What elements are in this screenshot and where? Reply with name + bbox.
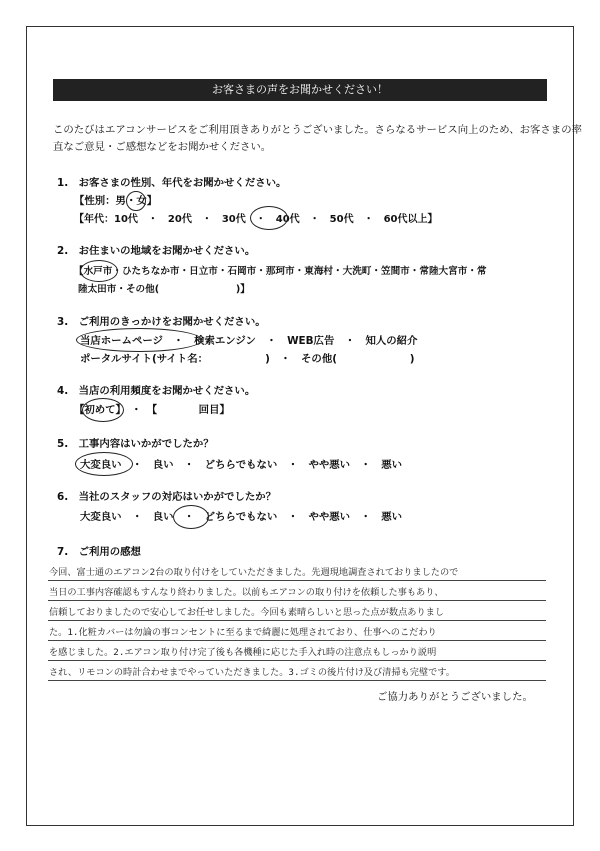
- staff-selected-circle: [173, 505, 209, 529]
- intro-line-1: このたびはエアコンサービスをご利用頂きありがとうございました。さらなるサービス向上のため、お客さまの率: [53, 124, 582, 136]
- closing-message: ご協力ありがとうございました。: [377, 691, 533, 703]
- area-selected-circle: [80, 260, 118, 282]
- q3-line-1: 当店ホームページ ・ 検索エンジン ・ WEB広告 ・ 知人の紹介: [80, 335, 418, 347]
- q6-line-1: 大変良い ・ 良い ・ どちらでもない ・ やや悪い ・ 悪い: [80, 511, 403, 523]
- q7-title: 7. ご利用の感想: [57, 546, 141, 558]
- gender-selected-circle: [126, 191, 146, 211]
- frequency-selected-circle: [82, 398, 124, 422]
- q6-title: 6. 当社のスタッフの対応はいかがでしたか？: [57, 491, 276, 503]
- comment-rule: [48, 600, 546, 601]
- work-selected-circle: [75, 452, 133, 476]
- q3-line-2: ポータルサイト(サイト名： ) ・ その他( ): [80, 353, 415, 365]
- comment-line: を感じました。2.エアコン取り付け完了後も各機種に応じた手入れ時の注意点もしっかり説明: [49, 647, 437, 658]
- comment-line: 今回、富士通のエアコン2台の取り付けをしていただきました。先週現地調査されておりましたので: [49, 567, 459, 578]
- q5-line-1: 大変良い ・ 良い ・ どちらでもない ・ やや悪い ・ 悪い: [80, 459, 403, 471]
- comment-line: 当日の工事内容確認もすんなり終わりました。以前もエアコンの取り付けを依頼した事もあり、: [49, 587, 444, 598]
- comment-rule: [48, 580, 546, 581]
- q2-line-2: 陸太田市・その他( )】: [78, 284, 250, 295]
- q1-gender: 【性別：男・女】: [74, 195, 158, 207]
- q1-age: 【年代：10代 ・ 20代 ・ 30代 ・ 40代 ・ 50代 ・ 60代以上】: [74, 214, 438, 225]
- q5-title: 5. 工事内容はいかがでしたか？: [57, 438, 214, 450]
- page-title: お客さまの声をお聞かせください！: [53, 79, 547, 101]
- comment-rule: [48, 660, 546, 661]
- comment-rule: [48, 640, 546, 641]
- trigger-selected-circle: [76, 328, 202, 352]
- q3-title: 3. ご利用のきっかけをお聞かせください。: [57, 316, 266, 328]
- comment-rule: [48, 680, 546, 681]
- comment-rule: [48, 620, 546, 621]
- comment-line: され、リモコンの時計合わせまでやっていただきました。3.ゴミの後片付け及び清掃も完璧です。: [49, 667, 455, 678]
- q2-title: 2. お住まいの地域をお聞かせください。: [57, 245, 256, 257]
- comment-line: た。1.化粧カバーは勿論の事コンセントに至るまで綺麗に処理されており、仕事へのこだわり: [49, 627, 437, 638]
- comment-line: 信頼しておりましたので安心してお任せしました。今回も素晴らしいと思った点が数点ありまし: [49, 607, 445, 618]
- age-selected-circle: [250, 206, 288, 230]
- q1-title: 1. お客さまの性別、年代をお聞かせください。: [57, 177, 287, 189]
- q4-line-1: 【初めて】 ・ 【 回目】: [74, 404, 230, 416]
- q4-title: 4. 当店の利用頻度をお聞かせください。: [57, 385, 256, 397]
- intro-line-2: 直なご意見・ご感想などをお聞かせください。: [53, 141, 272, 153]
- q2-line-1: 【水戸市・ひたちなか市・日立市・石岡市・那珂市・東海村・大洗町・笠間市・常陸大宮市・常: [74, 266, 487, 277]
